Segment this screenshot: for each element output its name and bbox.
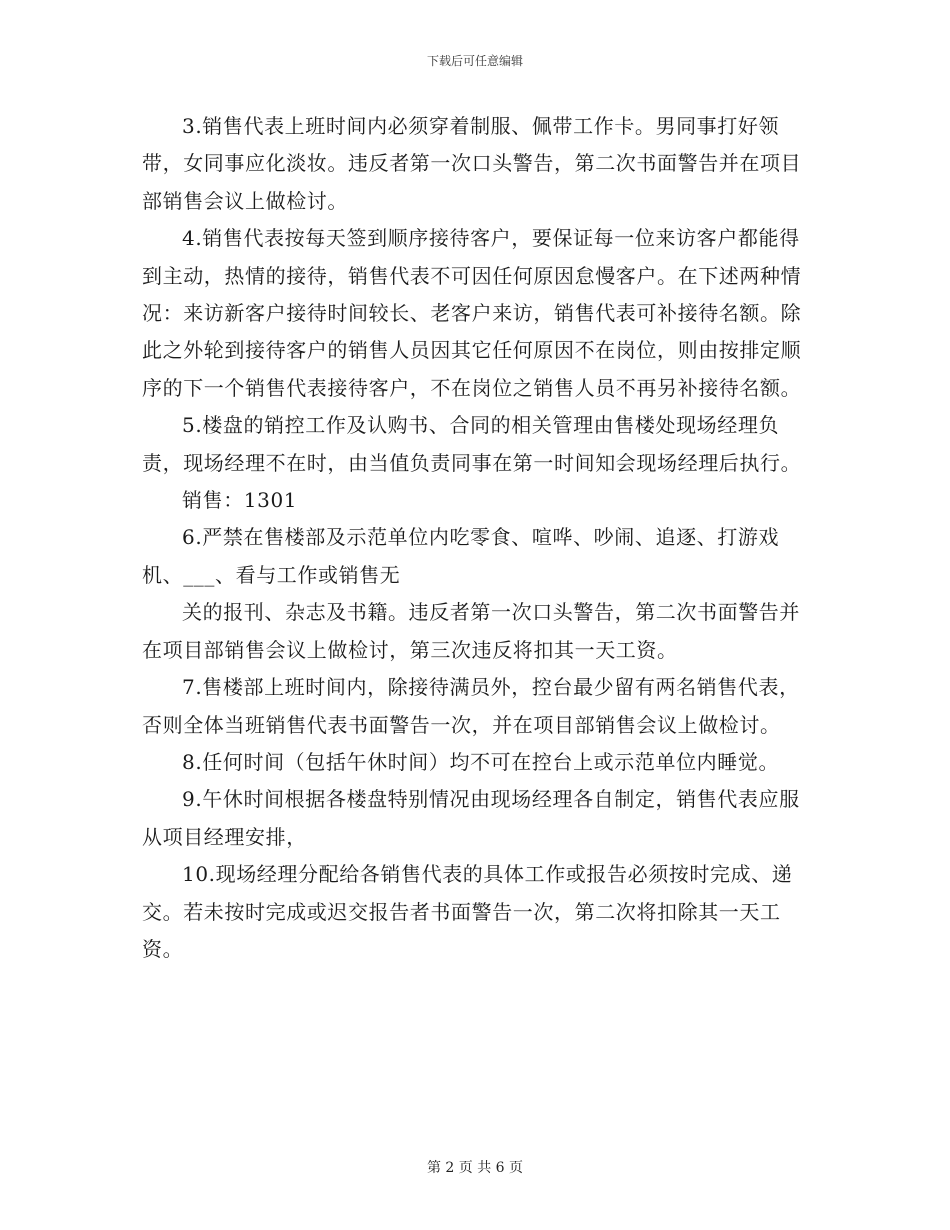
paragraph-rule-8: 8.任何时间（包括午休时间）均不可在控台上或示范单位内睡觉。 xyxy=(182,749,780,774)
page-footer: 第 2 页 共 6 页 xyxy=(426,1160,524,1176)
document-body xyxy=(142,108,814,968)
paragraph-rule-10: 10.现场经理分配给各销售代表的具体工作或报告必须按时完成、递交。若未按时完成或迟交报告者书面警告一次，第二次将扣除其一天工资。 xyxy=(142,862,793,961)
paragraph-rule-6: 6.严禁在售楼部及示范单位内吃零食、喧哗、吵闹、追逐、打游戏机、___、看与工作或销售无 xyxy=(142,525,780,587)
paragraph-rule-3: 3.销售代表上班时间内必须穿着制服、佩带工作卡。男同事打好领带，女同事应化淡妆。违反者第一次口头警告，第二次书面警告并在项目部销售会议上做检讨。 xyxy=(142,114,802,213)
paragraph-rule-9: 9.午休时间根据各楼盘特别情况由现场经理各自制定，销售代表应服从项目经理安排， xyxy=(142,787,800,849)
paragraph-rule-5: 5.楼盘的销控工作及认购书、合同的相关管理由售楼处现场经理负责，现场经理不在时，由当值负责同事在第一时间知会现场经理后执行。 xyxy=(142,413,802,475)
page-header: 下载后可任意编辑 xyxy=(426,54,523,68)
paragraph-rule-4: 4.销售代表按每天签到顺序接待客户，要保证每一位来访客户都能得到主动，热情的接待，销售代表不可因任何原因怠慢客户。在下述两种情况：来访新客户接待时间较长、老客户来访，销售代表可补接待名额。除此之外轮到接待客户的销售人员因其它任何原因不在岗位，则由按排定顺序的下一个销售代表接待客户，不在岗位之销售人员不再另补接待名额。 xyxy=(142,226,802,400)
paragraph-rule-6-continued: 关的报刊、杂志及书籍。违反者第一次口头警告，第二次书面警告并在项目部销售会议上做检讨，第三次违反将扣其一天工资。 xyxy=(142,600,800,662)
paragraph-rule-7: 7.售楼部上班时间内，除接待满员外，控台最少留有两名销售代表，否则全体当班销售代表书面警告一次，并在项目部销售会议上做检讨。 xyxy=(142,675,800,737)
paragraph-sales-code: 销售：1301 xyxy=(182,488,298,513)
